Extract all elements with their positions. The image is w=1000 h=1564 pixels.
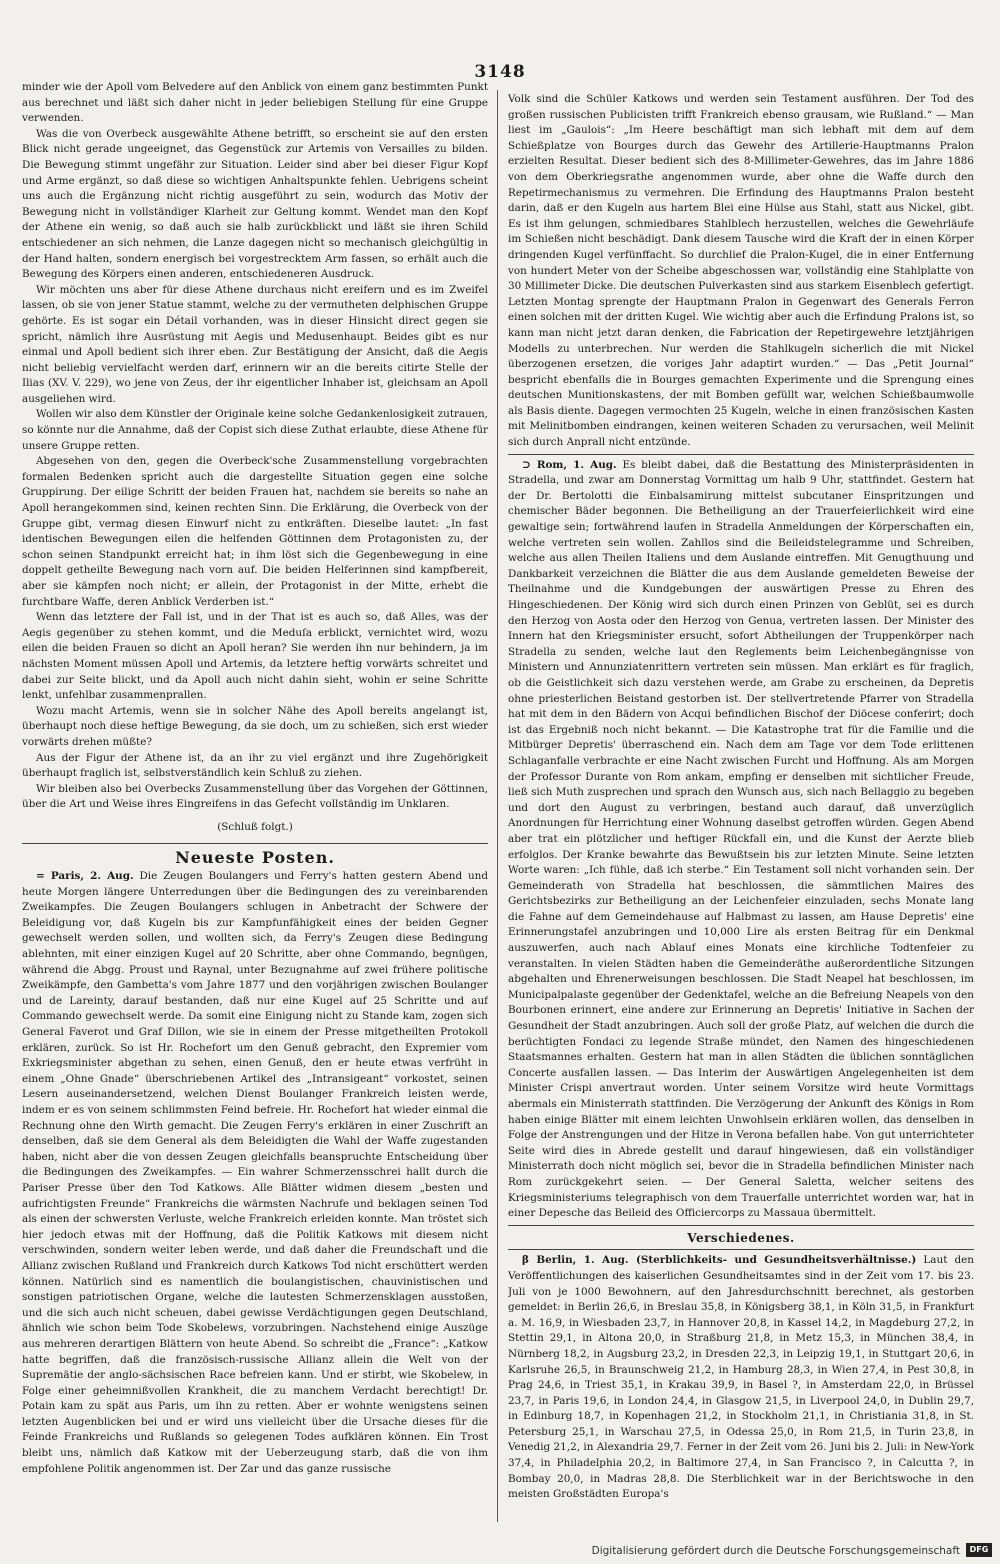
article-paragraph: Wir bleiben also bei Overbecks Zusammenstellung über das Vorgehen der Göttinnen, über die Art und Weise ihres Eingreifens in das Gefecht vollständig im Unklaren.: [22, 782, 488, 811]
berlin-report: Laut den Veröffentlichungen des kaiserlichen Gesundheitsamtes sind in der Zeit vom 17. bis 23. Juli von je 1000 Bewohnern, auf den Jahresdurchschnitt berechnet, als gestorben gemeldet: in Berlin 26,6, in Breslau 35,8, in Königsberg 38,1, in Köln 31,5, in Frankfurt a. M. 16,9, in Wiesbaden 23,7, in Hannover 20,8, in Kassel 14,2, in Magdeburg 27,2, in Stettin 29,1, in Altona 20,0, in Straßburg 21,8, in Metz 15,3, in München 38,4, in Nürnberg 18,2, in Augsburg 23,2, in Dresden 22,3, in Leipzig 19,1, in Stuttgart 20,6, in Karlsruhe 26,5, in Braunschweig 21,2, in Hamburg 28,3, in Wien 27,4, in Pest 30,8, in Prag 24,6, in Triest 35,1, in Krakau 39,9, in Basel ?, in Amsterdam 22,0, in Brüssel 23,7, in Paris 19,6, in London 24,4, in Glasgow 21,5, in Liverpool 24,0, in Dublin 29,7, in Edinburg 18,7, in Kopenhagen 21,2, in Stockholm 21,1, in Christiania 31,8, in St. Petersburg 25,1, in Warschau 27,5, in Odessa 25,0, in Rom 21,5, in Turin 23,8, in Venedig 21,2, in Alexandria 29,7. Ferner in der Zeit vom 26. Juni bis 2. Juli: in New-York 37,4, in Philadelphia 20,2, in Baltimore 27,4, in San Francisco ?, in Calcutta ?, in Bombay 20,0, in Madras 28,8. Die Sterblichkeit war in der Berichtswoche in den meisten Großstädten Europa's: [508, 1254, 974, 1501]
article-paragraph: Was die von Overbeck ausgewählte Athene betrifft, so erscheint sie auf den ersten Blick nicht gerade ungeeignet, das Gegenstück zur Artemis von Versailles zu bilden. Die Bewegung stimmt ungefähr zur Situation. Leider sind aber bei dieser Figur Kopf und Arme ergänzt, so daß diese so wichtigen Anhaltspunkte fehlen. Uebrigens scheint uns auch die Ergänzung nicht richtig ausgeführt zu sein, wodurch das Motiv der Bewegung nicht in vollständiger Klarheit zur Geltung kommt. Wendet man den Kopf der Athene ein wenig, so daß auch sie halb zurückblickt und läßt sie ihren Schild entschiedener an sich nehmen, die Lanze dagegen nicht so mechanisch gleichgültig in der Hand halten, sondern energisch bei vorgestrecktem Arm fassen, so erhält auch die Bewegung des Körpers einen anderen, entschiedeneren Ausdruck.: [22, 127, 488, 281]
rom-report: Es bleibt dabei, daß die Bestattung des Ministerpräsidenten in Stradella, und zwar am Donnerstag Vormittag um halb 9 Uhr, stattfindet. Gestern hat der Dr. Bertolotti die Einbalsamirung mittelst subcutaner Einspritzungen und chemischer Bäder begonnen. Die Betheiligung an der Trauerfeierlichkeit wird eine gewaltige sein; fortwährend laufen in Stradella Anmeldungen der Körperschaften ein, welche vertreten sein wollen. Zahllos sind die Beileidstelegramme und Schreiben, welche aus allen Theilen Italiens und dem Auslande eintreffen. Mit Genugthuung und Dankbarkeit verzeichnen die Blätter die aus dem Auslande gemeldeten Beweise der Theilnahme und die Kundgebungen der auswärtigen Presse zu Ehren des Hingeschiedenen. Der König wird sich durch einen Prinzen von Geblüt, sei es durch den Herzog von Aosta oder den Herzog von Genua, vertreten lassen. Der Minister des Innern hat den Kriegsminister ersucht, sofort Abtheilungen der Truppenkörper nach Stradella zu senden, welche laut den Reglements beim Leichenbegängnisse von Ministern und Annunziatenrittern vertreten sein müssen. Man erklärt es für fraglich, ob die Geistlichkeit sich dazu verstehen werde, am Grabe zu erscheinen, da Depretis ohne priesterlichen Beistand gestorben ist. Der stellvertretende Pfarrer von Stradella hat mit dem in den Bädern von Acqui befindlichen Bischof der Diöcese conferirt; doch ist das Ergebniß noch nicht bekannt. — Die Katastrophe trat für die Familie und die Mitbürger Depretis' überraschend ein. Nach dem am Tage vor dem Tode erlittenen Schlaganfalle verbrachte er eine Nacht zwischen Furcht und Hoffnung. Als am Morgen der Professor Durante von Rom ankam, empfing er denselben mit sichtlicher Freude, ließ sich Muth zusprechen und sprach den Wunsch aus, sich nach Bellaggio zu begeben und dort den August zu verbringen, bestand auch darauf, daß unverzüglich Anordnungen für Herrichtung einer Wohnung daselbst getroffen würden. Gegen Abend aber trat ein plötzlicher und heftiger Rückfall ein, und die Kunst der Aerzte blieb erfolglos. Der Kranke bewahrte das Bewußtsein bis zur letzten Minute. Seine letzten Worte waren: „Ich fühle, daß ich sterbe.“ Ein Testament soll nicht vorhanden sein. Der Gemeinderath von Stradella hat beschlossen, die sämmtlichen Maires des Gerichtsbezirks zur Betheiligung an der Leichenfeier einzuladen, sechs Monate lang die Fahne auf dem Gemeindehause auf Halbmast zu lassen, am Hause Depretis' eine Erinnerungstafel anzubringen und 10,000 Lire als ersten Beitrag für ein Denkmal auszuwerfen, auch nach Ablauf eines Monats eine kirchliche Todtenfeier zu veranstalten. In vielen Städten haben die Gemeinderäthe außerordentliche Sitzungen abgehalten und Ehrenerweisungen beschlossen. Die Stadt Neapel hat beschlossen, im Municipalpalaste gegenüber der Gedenktafel, welche an die Befreiung Neapels von den Bourbonen erinnert, eine andere zur Erinnerung an Depretis' Initiative in Sachen der Gesundheit der Stadt anzubringen. Auch soll der große Platz, auf welchen die durch die berüchtigten Fondaci zu legende Straße mündet, den Namen des hingeschiedenen Staatsmannes erhalten. Gestern hat man in allen Städten die üblichen sonntäglichen Concerte ausfallen lassen. — Das Interim der Auswärtigen Angelegenheiten ist dem Minister Crispi anvertraut worden. Unter seinem Vorsitze wird heute Vormittags abermals ein Ministerrath stattfinden. Die Verzögerung der Ankunft des Königs in Rom haben einige Blätter mit einem leichten Unwohlsein erklären wollen, das denselben in Folge der Anstrengungen und der Hitze in Verona befallen habe. Von gut unterrichteter Seite wird dies in Abrede gestellt und darauf hingewiesen, daß ein vollständiger Ministerrath doch nicht möglich sei, bevor die in Stradella befindlichen Minister nach Rom zurückgekehrt seien. — Der General Saletta, welcher seitens des Kriegsministeriums telegraphisch von dem Trauerfalle unterrichtet worden war, hat in einer Depesche das Beileid des Officiercorps zu Massaua übermittelt.: [508, 458, 974, 1220]
misc-section-title: Verschiedenes.: [687, 1230, 795, 1245]
paris-dateline: = Paris, 2. Aug.: [36, 870, 134, 883]
article-paragraph: Wir möchten uns aber für diese Athene durchaus nicht ereifern und es im Zweifel lassen, ob sie von jener Statue stammt, welche zu der vermutheten delphischen Gruppe gehörte. Es ist sogar ein Détail vorhanden, was in dieser Hinsicht direct gegen sie spricht, nämlich ihre Ausrüstung mit Aegis und Medusenhaupt. Beides gibt es nur einmal und Apoll bedient sich ihrer eben. Zur Bestätigung der Ansicht, daß die Aegis nicht beliebig vervielfacht werden darf, erinnern wir an die bereits citirte Stelle der Ilias (XV. V. 229), wo jene von Zeus, der ihr eigentlicher Inhaber ist, gleichsam an Apoll ausgeliehen wird.: [22, 283, 488, 405]
paris-report-continued: Volk sind die Schüler Katkows und werden sein Testament ausführen. Der Tod des großen russischen Publicisten trifft Frankreich ebenso grausam, wie Rußland.“ — Man liest im „Gaulois“: „Im Heere beschäftigt man sich lebhaft mit dem auf dem Schießplatze von Bourges durch das Gewehr des Artillerie-Hauptmanns Pralon erzielten Resultat. Dieser bedient sich des 8-Millimeter-Gewehres, das im Jahre 1886 von dem Oberkriegsrathe angenommen wurde, aber ohne die Waffe durch den Repetirmechanismus zu vermehren. Die Erfindung des Hauptmanns Pralon besteht darin, daß er den Kugeln aus hartem Blei eine Hülse aus Stahl, statt aus Nickel, gibt. Es ist ihm gelungen, schmiedbares Stahlblech herzustellen, welches die Gewehrläufe im Schießen nicht beschädigt. Dank diesem Tausche wird die Kraft der in einen Körper dringenden Kugel verfünffacht. So durchlief die Pralon-Kugel, die in einer Entfernung von hundert Meter von der Scheibe abgeschossen war, vollständig eine Stahlplatte von 30 Millimeter Dicke. Die deutschen Pulverkasten sind aus starkem Eisenblech gefertigt. Letzten Montag sprengte der Hauptmann Pralon in Gegenwart des Generals Ferron einen solchen mit der dritten Kugel. Wie wichtig aber auch die Erfindung Pralons ist, so kann man nicht jetzt daran denken, die Fabrication der Repetirgewehre letztjährigen Modells zu unterbrechen. Nur werden die Stahlkugeln sicherlich die mit Nickel überzogenen ersetzen, die voriges Jahr adaptirt wurden.“ — Das „Petit Journal“ bespricht ebenfalls die in Bourges gemachten Experimente und die Sprengung eines deutschen Munitionskastens, der mit Bomben gefüllt war, welchen Schießbaumwolle als Basis diente. Dagegen vermochten 25 Kugeln, welche in einen französischen Kasten mit Melinitbomben eindrangen, keinen weiteren Schaden zu verursachen, weil Melinit sich durch Anprall nicht entzünde.: [508, 93, 974, 449]
paris-report: Die Zeugen Boulangers und Ferry's hatten gestern Abend und heute Morgen längere Unterredungen über die Bedingungen des zu vereinbarenden Zweikampfes. Die Zeugen Boulangers schlugen in Anbetracht der Schwere der Beleidigung vor, daß Kugeln bis zur Kampfunfähigkeit eines der beiden Gegner gewechselt werden sollen, und wollten sich, da Ferry's Zeugen diese Bedingung ablehnten, mit einer einzigen Kugel auf 20 Schritte, aber ohne Commando, begnügen, während die Abgg. Proust und Raynal, unter Bezugnahme auf zwei frühere politische Zweikämpfe, den Gambetta's vom Jahre 1877 und den vorjährigen zwischen Boulanger und de Lareinty, darauf bestanden, daß nur eine Kugel auf 25 Schritte und auf Commando gewechselt werde. Da somit eine Einigung nicht zu Stande kam, zogen sich General Faverot und Graf Dillon, wie sie in einem der Presse mitgetheilten Protokoll erklären, zurück. So ist Hr. Rochefort um den Genuß gebracht, den Expremier vom Exkriegsminister abgethan zu sehen, einen Genuß, den er heute etwas verfrüht in einem „Ohne Gnade“ überschriebenen Artikel des „Intransigeant“ vorkostet, seinen Lesern auseinandersetzend, welchen Dienst Boulanger Frankreich leisten werde, indem er es von seinem schlimmsten Feind befreie. Hr. Rochefort hat wieder einmal die Rechnung ohne den Wirth gemacht. Die Zeugen Ferry's erklären in einer Zuschrift an denselben, daß sie dem General als dem Beleidigten die Wahl der Waffe zugestanden haben, nicht aber die von dessen Zeugen gleichfalls beanspruchte Entscheidung über die Bedingungen des Zweikampfes. — Ein wahrer Schmerzensschrei hallt durch die Pariser Presse über den Tod Katkows. Alle Blätter widmen diesem „besten und aufrichtigsten Freunde“ Frankreichs die wärmsten Nachrufe und beklagen seinen Tod als einen der schwersten Verluste, welche Frankreich erleiden konnte. Man tröstet sich hier jedoch etwas mit der Hoffnung, daß die Politik Katkows mit diesem nicht verschwinden, sondern weiter leben werde, und daß daher die Freundschaft und die Allianz zwischen Rußland und Frankreich durch Katkows Tod nicht erschüttert werden können. Natürlich sind es namentlich die boulangistischen, chauvinistischen und sonstigen patriotischen Organe, welche die lautesten Schmerzensklagen ausstoßen, und die sich auch nicht scheuen, dabei gewisse Verdächtigungen gegen Deutschland, ähnlich wie schon beim Tode Skobelews, vorzubringen. Nachstehend einige Auszüge aus mehreren derartigen Blättern von heute Abend. So schreibt die „France“: „Katkow hatte begriffen, daß die französisch-russische Allianz allein die Welt von der Supremätie der anglo-sächsischen Race befreien kann. Und er stirbt, wie Skobelew, in Folge einer geheimnißvollen Krankheit, die zu manchem Verdacht berechtigt! Dr. Potain kam zu spät aus Paris, um ihn zu retten. Aber er wohnte wenigstens seinen letzten Augenblicken bei und er wird uns vielleicht über die Ursache dieses für die Feinde Frankreichs und Rußlands so gelegenen Todes aufklären können. Ein Trost bleibt uns, nämlich daß Katkow mit der Ueberzeugung starb, daß die von ihm empfohlene Politik angenommen ist. Der Zar und das ganze russische: [22, 870, 488, 1475]
footer-credit: Digitalisierung gefördert durch die Deutsche Forschungsgemeinschaft: [591, 1545, 960, 1557]
column-divider: [497, 90, 498, 1522]
section-divider: [508, 1249, 974, 1250]
footer: [0, 1540, 1000, 1564]
page-number: 3148: [474, 62, 526, 82]
article-paragraph: Abgesehen von den, gegen die Overbeck'sche Zusammenstellung vorgebrachten formalen Bedenken spricht auch die dargestellte Situation gegen eine solche Gruppirung. Der eilige Schritt der beiden Frauen hat, nachdem sie bereits so nahe an Apoll herangekommen sind, keinen rechten Sinn. Die Erklärung, die Overbeck von der Gruppe gibt, vermag diesen Einwurf nicht zu entkräften. Dieselbe lautet: „In fast identischen Bewegungen eilen die helfenden Göttinnen dem Protagonisten zu, der schon seinen Standpunkt erreicht hat; in ihm löst sich die Gegenbewegung in eine doppelt getheilte Bewegung nach vorn auf. Die beiden Helferinnen sind kampfbereit, aber sie kämpfen noch nicht; er allein, der Protagonist in der Mitte, erhebt die furchtbare Waffe, deren Anblick Verderben ist.“: [22, 455, 488, 608]
section-title: Neueste Posten.: [175, 847, 335, 867]
article-divider: [508, 454, 974, 455]
article-paragraph: minder wie der Apoll vom Belvedere auf den Anblick von einem ganz bestimmten Punkt aus berechnet und läßt sich daher nicht in jeder beliebigen Stellung für eine Gruppe verwenden.: [22, 81, 488, 125]
article-paragraph: Wenn das letztere der Fall ist, und in der That ist es auch so, daß Alles, was der Aegis gegenüber zu stehen kommt, und die Meduſa erblickt, vernichtet wird, wozu eilen die beiden Frauen so dicht an Apoll heran? Sie werden ihn nur behindern, ja im nächsten Moment müssen Apoll und Artemis, da letztere heftig vorwärts schreitet und dabei zur Seite blickt, und da Apoll auch nicht dahin sieht, wohin er seine Schritte lenkt, unfehlbar zusammenprallen.: [22, 611, 488, 702]
section-divider: [22, 843, 488, 844]
rom-dateline: ⊃ Rom, 1. Aug.: [522, 458, 617, 471]
right-column: [508, 92, 974, 1524]
article-paragraph: Aus der Figur der Athene ist, da an ihr zu viel ergänzt und ihre Zugehörigkeit überhaupt fraglich ist, selbstverständlich kein Schluß zu ziehen.: [22, 751, 488, 780]
article-paragraph: Wozu macht Artemis, wenn sie in solcher Nähe des Apoll bereits angelangt ist, überhaupt noch diese heftige Bewegung, da sie doch, um zu schießen, sich erst wieder vorwärts drehen müßte?: [22, 704, 488, 748]
article-paragraph: Wollen wir also dem Künstler der Originale keine solche Gedankenlosigkeit zutrauen, so könnte nur die Annahme, daß der Copist sich diese Zuthat erlaubte, diese Athene für unsere Gruppe retten.: [22, 408, 488, 452]
dfg-logo: DFG: [966, 1543, 992, 1557]
section-divider: [508, 1225, 974, 1226]
berlin-dateline: β Berlin, 1. Aug. (Sterblichkeits- und Gesundheitsverhältnisse.): [522, 1254, 917, 1267]
left-column: [22, 80, 488, 1525]
continuation-note: (Schluß folgt.): [217, 820, 293, 833]
